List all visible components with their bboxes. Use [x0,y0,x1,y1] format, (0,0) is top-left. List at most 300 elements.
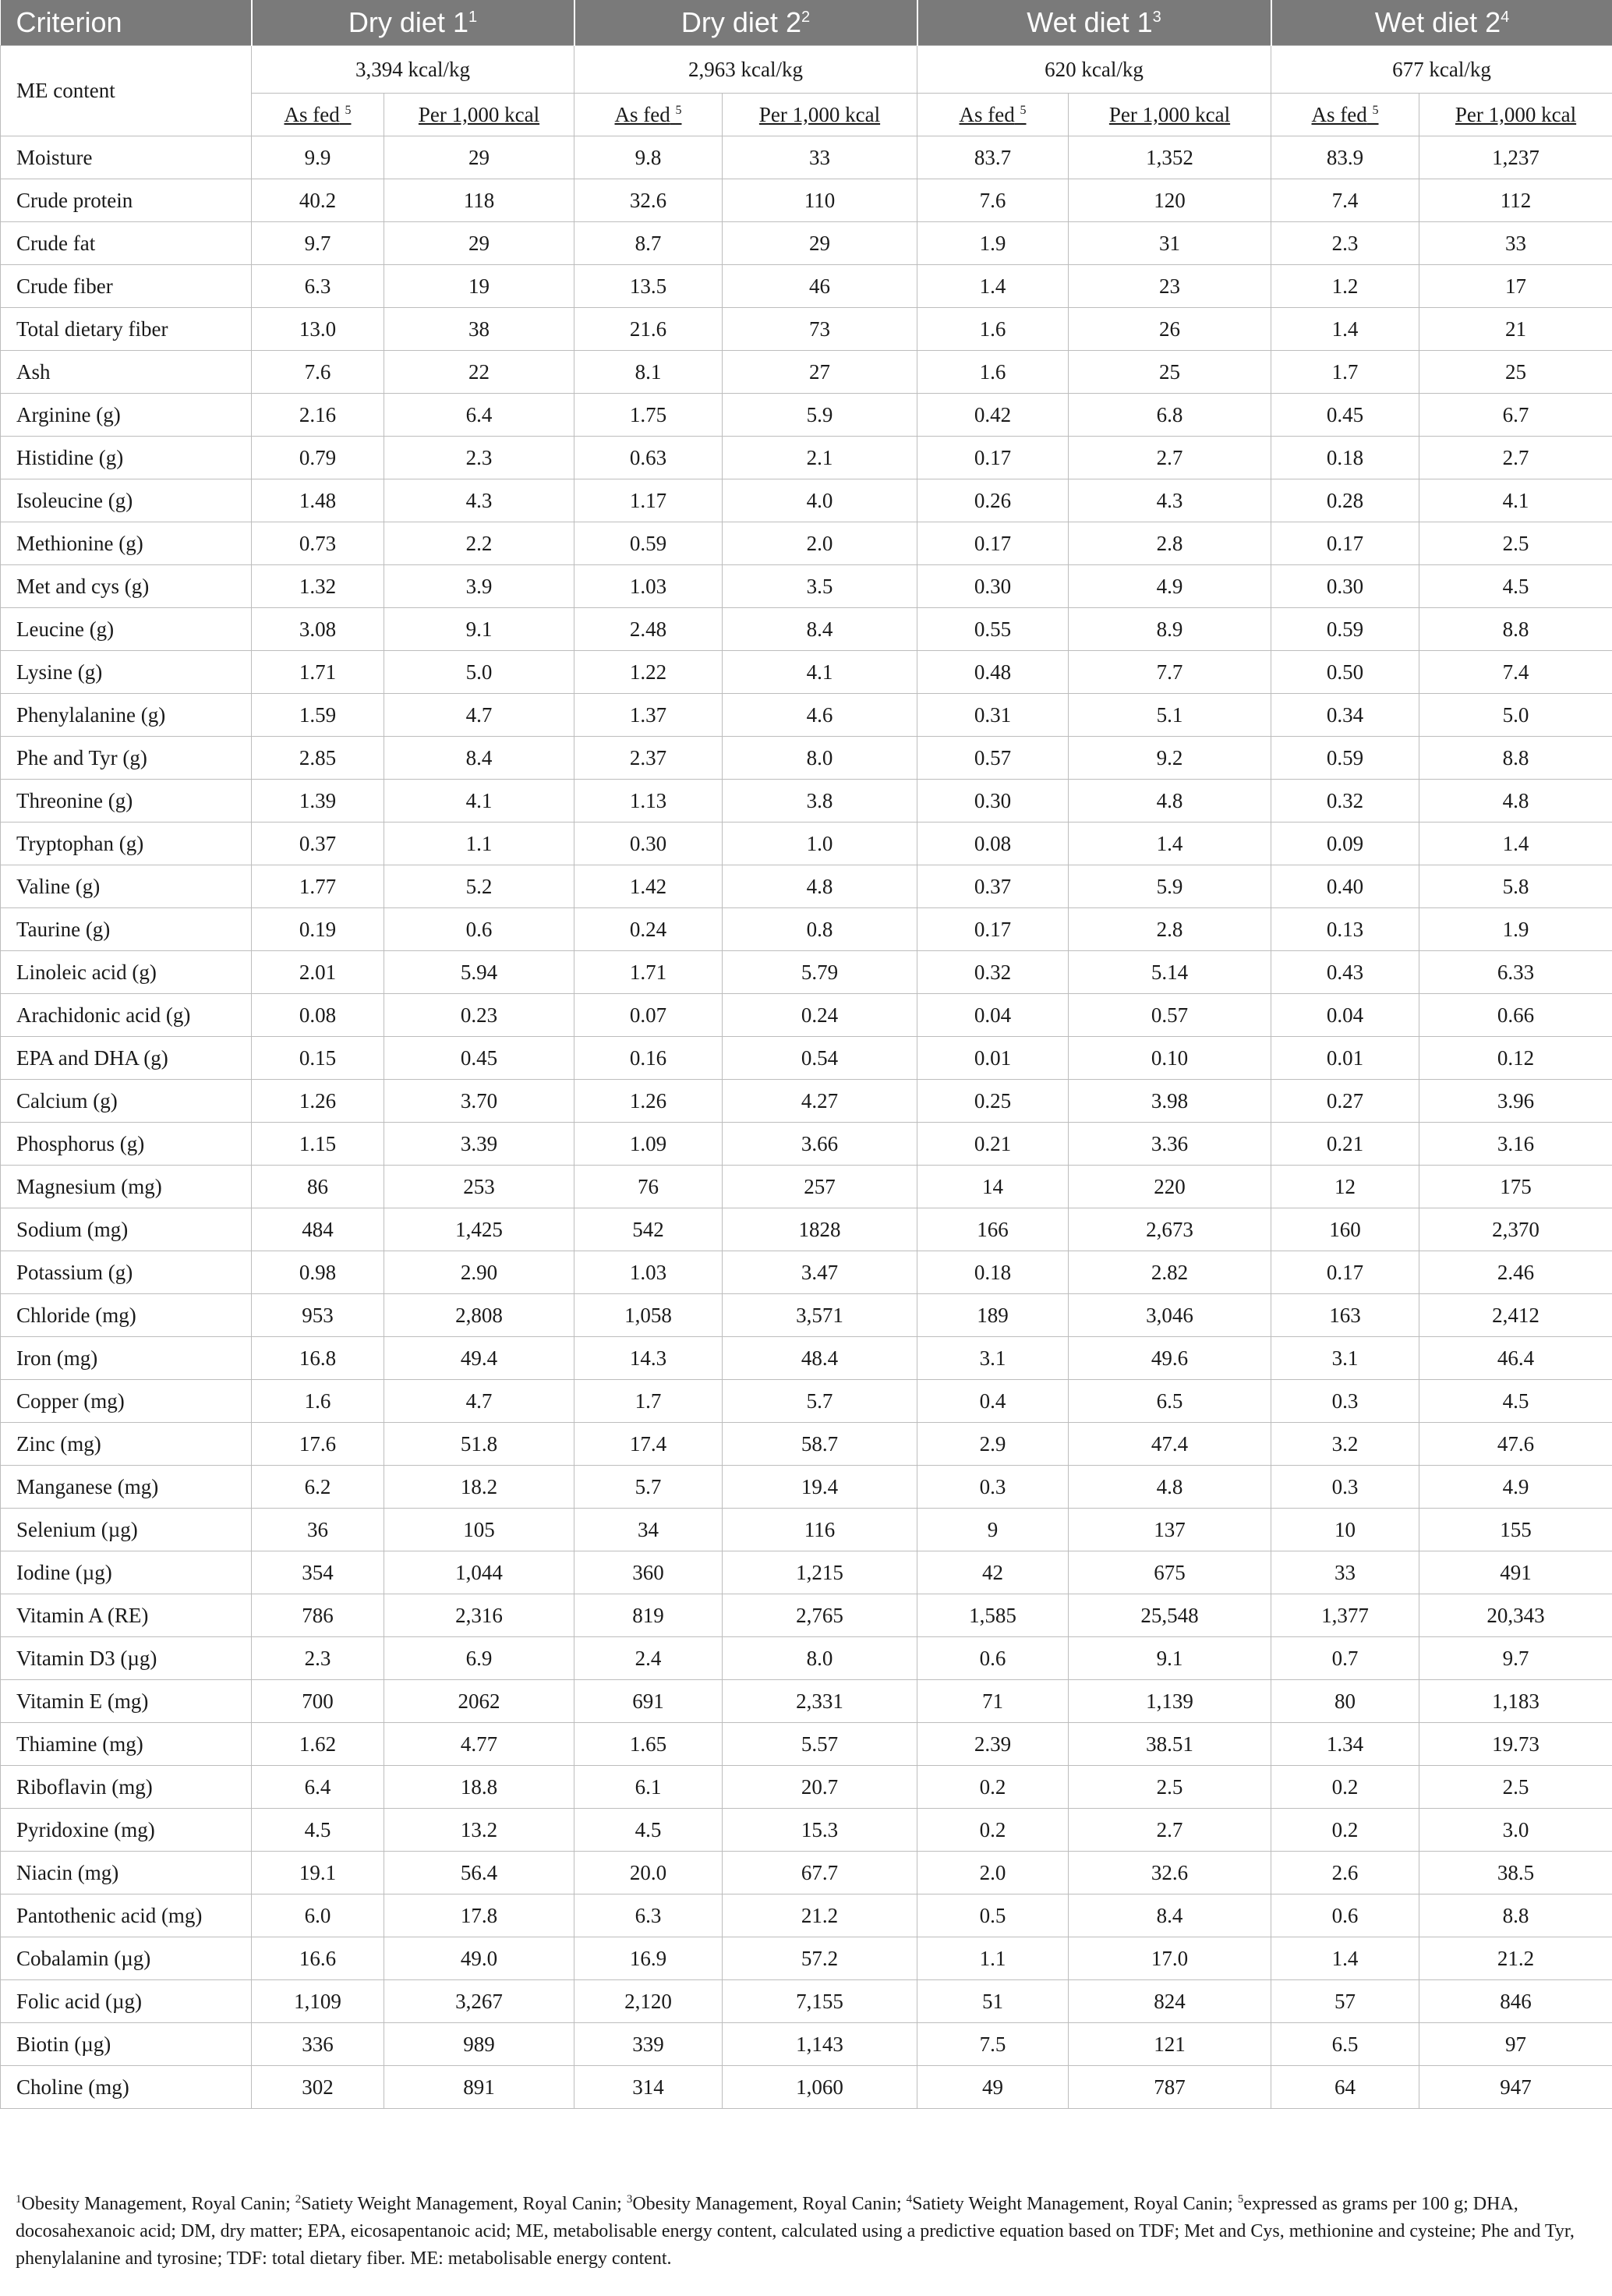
table-cell: 6.3 [252,265,384,308]
table-row [1,565,1612,608]
table-cell: 1.6 [252,1380,384,1423]
table-cell: 9.7 [1419,1637,1612,1680]
row-label: Arginine (g) [1,394,252,437]
table-cell: 1,352 [1069,136,1271,179]
table-cell: 0.17 [917,437,1069,479]
table-cell: 2062 [384,1680,574,1723]
table-cell: 786 [252,1594,384,1637]
table-cell: 0.98 [252,1251,384,1294]
table-cell: 2.85 [252,737,384,780]
table-cell: 0.23 [384,994,574,1037]
table-row [1,265,1612,308]
table-cell: 5.9 [723,394,917,437]
table-cell: 0.18 [917,1251,1069,1294]
table-cell: 1.4 [917,265,1069,308]
table-row [1,1466,1612,1509]
table-cell: 257 [723,1166,917,1208]
table-cell: 1.42 [574,865,723,908]
table-cell: 0.15 [252,1037,384,1080]
table-cell: 46.4 [1419,1337,1612,1380]
table-cell: 6.4 [252,1766,384,1809]
row-label: Potassium (g) [1,1251,252,1294]
table-cell: 787 [1069,2066,1271,2109]
table-cell: 3,046 [1069,1294,1271,1337]
table-cell: 46 [723,265,917,308]
table-row [1,351,1612,394]
table-cell: 1.6 [917,308,1069,351]
table-cell: 1.34 [1271,1723,1419,1766]
table-cell: 5.8 [1419,865,1612,908]
table-cell: 163 [1271,1294,1419,1337]
table-cell: 354 [252,1551,384,1594]
table-cell: 15.3 [723,1809,917,1852]
row-label: Phosphorus (g) [1,1123,252,1166]
table-cell: 0.63 [574,437,723,479]
table-cell: 17.6 [252,1423,384,1466]
table-cell: 3.36 [1069,1123,1271,1166]
table-cell: 336 [252,2023,384,2066]
table-cell: 9.9 [252,136,384,179]
table-cell: 5.0 [1419,694,1612,737]
table-cell: 83.9 [1271,136,1419,179]
table-cell: 56.4 [384,1852,574,1894]
table-cell: 8.8 [1419,1894,1612,1937]
table-cell: 0.17 [1271,1251,1419,1294]
table-cell: 14 [917,1166,1069,1208]
table-cell: 38 [384,308,574,351]
table-cell: 9 [917,1509,1069,1551]
table-cell: 947 [1419,2066,1612,2109]
table-cell: 1.71 [252,651,384,694]
table-cell: 58.7 [723,1423,917,1466]
table-cell: 0.30 [917,565,1069,608]
table-cell: 1.39 [252,780,384,823]
row-label: Riboflavin (mg) [1,1766,252,1809]
table-row [1,1080,1612,1123]
table-cell: 0.07 [574,994,723,1037]
table-cell: 1.17 [574,479,723,522]
table-row [1,694,1612,737]
table-cell: 7.4 [1271,179,1419,222]
table-cell: 2,120 [574,1980,723,2023]
table-cell: 2.90 [384,1251,574,1294]
table-cell: 29 [723,222,917,265]
row-label: Thiamine (mg) [1,1723,252,1766]
table-cell: 339 [574,2023,723,2066]
table-cell: 1.7 [1271,351,1419,394]
table-cell: 1.4 [1419,823,1612,865]
table-cell: 25,548 [1069,1594,1271,1637]
table-cell: 0.32 [1271,780,1419,823]
table-cell: 21.6 [574,308,723,351]
table-cell: 1.1 [384,823,574,865]
table-row [1,1723,1612,1766]
table-row [1,437,1612,479]
table-cell: 2,808 [384,1294,574,1337]
table-cell: 1.1 [917,1937,1069,1980]
table-cell: 21.2 [723,1894,917,1937]
me-value-wet-2: 677 kcal/kg [1271,46,1612,94]
table-cell: 1,183 [1419,1680,1612,1723]
table-cell: 2.4 [574,1637,723,1680]
table-row [1,865,1612,908]
table-cell: 891 [384,2066,574,2109]
table-cell: 2.6 [1271,1852,1419,1894]
table-cell: 1.9 [917,222,1069,265]
diet-header-dry-1: Dry diet $1^1$ [252,0,574,46]
table-cell: 38.5 [1419,1852,1612,1894]
table-row [1,222,1612,265]
table-cell: 0.6 [1271,1894,1419,1937]
table-row [1,651,1612,694]
table-cell: 0.10 [1069,1037,1271,1080]
table-cell: 0.08 [252,994,384,1037]
table-cell: 3.16 [1419,1123,1612,1166]
table-cell: 8.9 [1069,608,1271,651]
table-cell: 0.8 [723,908,917,951]
row-label: Crude fiber [1,265,252,308]
me-content-row [1,46,1612,94]
table-row [1,908,1612,951]
table-cell: 1.75 [574,394,723,437]
table-cell: 5.1 [1069,694,1271,737]
table-cell: 1.32 [252,565,384,608]
table-cell: 17.0 [1069,1937,1271,1980]
table-cell: 6.7 [1419,394,1612,437]
table-cell: 4.27 [723,1080,917,1123]
row-label: Vitamin A (RE) [1,1594,252,1637]
table-cell: 2.16 [252,394,384,437]
table-row [1,1809,1612,1852]
table-cell: 33 [1271,1551,1419,1594]
row-label: Calcium (g) [1,1080,252,1123]
table-cell: 691 [574,1680,723,1723]
table-cell: 0.30 [917,780,1069,823]
table-cell: 6.5 [1271,2023,1419,2066]
table-cell: 16.6 [252,1937,384,1980]
row-label: Pyridoxine (mg) [1,1809,252,1852]
row-label: Crude fat [1,222,252,265]
table-cell: 1.2 [1271,265,1419,308]
row-label: Methionine (g) [1,522,252,565]
table-cell: 97 [1419,2023,1612,2066]
table-cell: 0.01 [917,1037,1069,1080]
table-cell: 8.4 [384,737,574,780]
table-cell: 1.03 [574,1251,723,1294]
table-cell: 0.50 [1271,651,1419,694]
table-cell: 0.16 [574,1037,723,1080]
me-value-dry-2: 2,963 kcal/kg [574,46,917,94]
table-cell: 2.8 [1069,908,1271,951]
table-cell: 175 [1419,1166,1612,1208]
table-row [1,2023,1612,2066]
table-cell: 49.6 [1069,1337,1271,1380]
per-1000-header: Per 1,000 kcal [723,94,917,136]
table-cell: 0.43 [1271,951,1419,994]
table-cell: 675 [1069,1551,1271,1594]
table-cell: 80 [1271,1680,1419,1723]
table-row [1,179,1612,222]
table-cell: 4.1 [1419,479,1612,522]
table-cell: 0.45 [384,1037,574,1080]
table-cell: 7.6 [252,351,384,394]
table-cell: 1,139 [1069,1680,1271,1723]
table-cell: 20.7 [723,1766,917,1809]
table-cell: 0.6 [917,1637,1069,1680]
table-cell: 1,377 [1271,1594,1419,1637]
row-label: Magnesium (mg) [1,1166,252,1208]
row-label: Tryptophan (g) [1,823,252,865]
table-cell: 1.59 [252,694,384,737]
table-cell: 20.0 [574,1852,723,1894]
row-label: Met and cys (g) [1,565,252,608]
table-cell: 49 [917,2066,1069,2109]
table-cell: 8.0 [723,1637,917,1680]
table-cell: 1.4 [1069,823,1271,865]
per-1000-header: Per 1,000 kcal [384,94,574,136]
table-row [1,1680,1612,1723]
table-cell: 824 [1069,1980,1271,2023]
table-cell: 0.3 [917,1466,1069,1509]
table-cell: 2,765 [723,1594,917,1637]
table-cell: 1.6 [917,351,1069,394]
table-cell: 0.30 [574,823,723,865]
table-row [1,1423,1612,1466]
table-cell: 0.12 [1419,1037,1612,1080]
table-cell: 9.1 [1069,1637,1271,1680]
table-cell: 4.8 [1069,780,1271,823]
table-cell: 8.7 [574,222,723,265]
table-cell: 71 [917,1680,1069,1723]
table-cell: 5.9 [1069,865,1271,908]
table-cell: 3,571 [723,1294,917,1337]
table-cell: 10 [1271,1509,1419,1551]
table-cell: 16.9 [574,1937,723,1980]
table-cell: 5.0 [384,651,574,694]
table-cell: 2.37 [574,737,723,780]
row-label: Arachidonic acid (g) [1,994,252,1037]
table-cell: 36 [252,1509,384,1551]
table-cell: 27 [723,351,917,394]
table-cell: 17 [1419,265,1612,308]
table-cell: 9.1 [384,608,574,651]
table-cell: 989 [384,2023,574,2066]
table-cell: 1.13 [574,780,723,823]
table-cell: 0.59 [1271,608,1419,651]
table-cell: 19.73 [1419,1723,1612,1766]
table-row [1,1123,1612,1166]
table-cell: 1,058 [574,1294,723,1337]
table-cell: 8.8 [1419,737,1612,780]
table-cell: 2.0 [917,1852,1069,1894]
table-cell: 4.9 [1419,1466,1612,1509]
table-cell: 3.96 [1419,1080,1612,1123]
table-cell: 4.8 [1419,780,1612,823]
table-cell: 0.19 [252,908,384,951]
table-cell: 2.48 [574,608,723,651]
table-cell: 220 [1069,1166,1271,1208]
table-cell: 4.3 [1069,479,1271,522]
table-row [1,1251,1612,1294]
table-cell: 25 [1419,351,1612,394]
table-cell: 76 [574,1166,723,1208]
table-cell: 2,331 [723,1680,917,1723]
table-row [1,1551,1612,1594]
diet-header-dry-2: Dry diet $2^2$ [574,0,917,46]
table-cell: 0.79 [252,437,384,479]
table-cell: 491 [1419,1551,1612,1594]
table-cell: 2.7 [1069,1809,1271,1852]
table-cell: 2.9 [917,1423,1069,1466]
table-row [1,1208,1612,1251]
table-cell: 0.34 [1271,694,1419,737]
row-label: Selenium (µg) [1,1509,252,1551]
table-cell: 9.7 [252,222,384,265]
row-label: Vitamin D3 (µg) [1,1637,252,1680]
table-cell: 1.26 [574,1080,723,1123]
table-cell: 1,425 [384,1208,574,1251]
table-cell: 73 [723,308,917,351]
table-cell: 7,155 [723,1980,917,2023]
table-cell: 64 [1271,2066,1419,2109]
table-cell: 13.0 [252,308,384,351]
table-cell: 2.7 [1069,437,1271,479]
table-cell: 0.66 [1419,994,1612,1037]
table-cell: 4.7 [384,1380,574,1423]
table-cell: 4.5 [252,1809,384,1852]
table-cell: 3.08 [252,608,384,651]
table-cell: 0.7 [1271,1637,1419,1680]
table-cell: 86 [252,1166,384,1208]
table-cell: 7.5 [917,2023,1069,2066]
table-cell: 0.17 [1271,522,1419,565]
table-cell: 0.24 [574,908,723,951]
table-cell: 57 [1271,1980,1419,2023]
table-cell: 0.27 [1271,1080,1419,1123]
table-cell: 18.8 [384,1766,574,1809]
table-row [1,1894,1612,1937]
table-cell: 0.17 [917,908,1069,951]
table-cell: 2.82 [1069,1251,1271,1294]
row-label: Cobalamin (µg) [1,1937,252,1980]
table-row [1,1337,1612,1380]
table-cell: 4.7 [384,694,574,737]
table-cell: 2.5 [1069,1766,1271,1809]
table-row [1,737,1612,780]
table-cell: 4.8 [723,865,917,908]
table-cell: 846 [1419,1980,1612,2023]
table-cell: 20,343 [1419,1594,1612,1637]
as-fed-header: As fed $^5$ [574,94,723,136]
table-cell: 33 [1419,222,1612,265]
table-cell: 2.2 [384,522,574,565]
table-cell: 1,143 [723,2023,917,2066]
table-cell: 33 [723,136,917,179]
row-label: Manganese (mg) [1,1466,252,1509]
table-cell: 137 [1069,1509,1271,1551]
table-cell: 0.31 [917,694,1069,737]
table-cell: 1.15 [252,1123,384,1166]
table-cell: 49.4 [384,1337,574,1380]
table-cell: 4.9 [1069,565,1271,608]
table-cell: 8.8 [1419,608,1612,651]
table-cell: 360 [574,1551,723,1594]
table-cell: 5.94 [384,951,574,994]
table-cell: 23 [1069,265,1271,308]
table-cell: 314 [574,2066,723,2109]
row-label: Iron (mg) [1,1337,252,1380]
table-cell: 1,215 [723,1551,917,1594]
table-cell: 2.5 [1419,1766,1612,1809]
table-cell: 1.48 [252,479,384,522]
table-cell: 1828 [723,1208,917,1251]
table-row [1,1980,1612,2023]
row-label: Phe and Tyr (g) [1,737,252,780]
table-cell: 6.1 [574,1766,723,1809]
row-label: Threonine (g) [1,780,252,823]
row-label: Iodine (µg) [1,1551,252,1594]
table-cell: 2.3 [252,1637,384,1680]
table-cell: 9.2 [1069,737,1271,780]
table-cell: 1,109 [252,1980,384,2023]
table-cell: 3.1 [917,1337,1069,1380]
table-cell: 302 [252,2066,384,2109]
table-cell: 32.6 [1069,1852,1271,1894]
table-cell: 1.7 [574,1380,723,1423]
table-cell: 1.65 [574,1723,723,1766]
table-cell: 0.04 [917,994,1069,1037]
table-cell: 3,267 [384,1980,574,2023]
table-cell: 19.4 [723,1466,917,1509]
row-label: Linoleic acid (g) [1,951,252,994]
table-cell: 2.46 [1419,1251,1612,1294]
table-cell: 1.4 [1271,1937,1419,1980]
row-label: Folic acid (µg) [1,1980,252,2023]
table-cell: 8.0 [723,737,917,780]
table-cell: 4.5 [574,1809,723,1852]
table-cell: 4.1 [384,780,574,823]
table-cell: 2.3 [1271,222,1419,265]
table-cell: 17.4 [574,1423,723,1466]
table-cell: 1,044 [384,1551,574,1594]
table-cell: 29 [384,136,574,179]
table-cell: 1.22 [574,651,723,694]
table-cell: 47.4 [1069,1423,1271,1466]
table-cell: 2.8 [1069,522,1271,565]
table-cell: 7.7 [1069,651,1271,694]
table-row [1,1294,1612,1337]
table-row [1,1509,1612,1551]
me-value-wet-1: 620 kcal/kg [917,46,1271,94]
table-cell: 25 [1069,351,1271,394]
row-label: Isoleucine (g) [1,479,252,522]
table-cell: 116 [723,1509,917,1551]
table-cell: 6.33 [1419,951,1612,994]
table-cell: 4.5 [1419,1380,1612,1423]
table-row [1,1852,1612,1894]
per-1000-header: Per 1,000 kcal [1069,94,1271,136]
table-cell: 0.26 [917,479,1069,522]
table-cell: 166 [917,1208,1069,1251]
table-cell: 0.08 [917,823,1069,865]
table-cell: 21.2 [1419,1937,1612,1980]
table-cell: 6.0 [252,1894,384,1937]
table-cell: 953 [252,1294,384,1337]
table-cell: 0.40 [1271,865,1419,908]
table-cell: 3.2 [1271,1423,1419,1466]
table-cell: 0.45 [1271,394,1419,437]
table-cell: 14.3 [574,1337,723,1380]
